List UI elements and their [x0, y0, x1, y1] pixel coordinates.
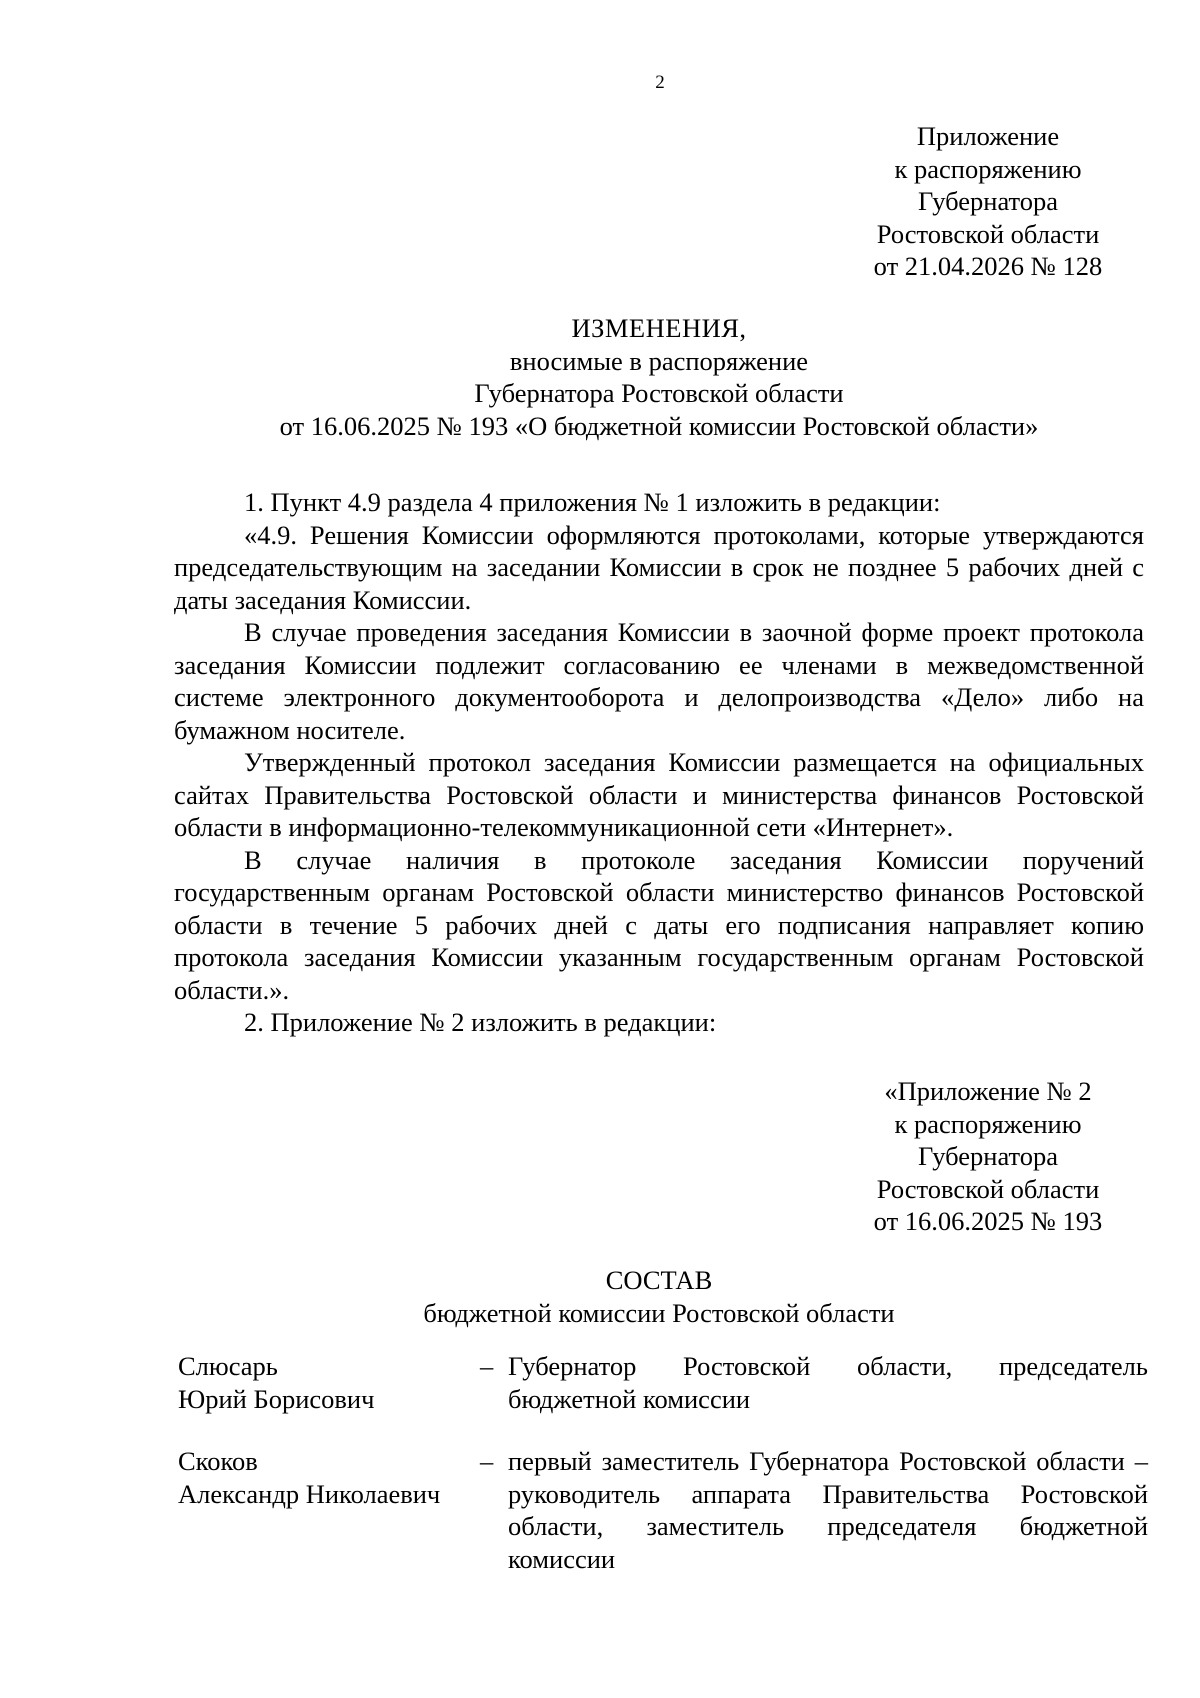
changes-subtitle-line: вносимые в распоряжение — [509, 345, 809, 376]
paragraph: 2. Приложение № 2 изложить в редакции: — [244, 1007, 717, 1037]
appendix2-line: Губернатора — [917, 1141, 1059, 1171]
changes-heading: ИЗМЕНЕНИЯ, — [571, 313, 747, 343]
appendix-line: Приложение — [916, 121, 1060, 151]
member-row — [178, 1445, 1148, 1575]
member-given-names: Юрий Борисович — [178, 1383, 375, 1414]
document-body — [174, 486, 1144, 1039]
member-surname: Слюсарь — [178, 1351, 278, 1381]
composition-title — [174, 1264, 1144, 1329]
paragraph: Утвержденный протокол заседания Комиссии размещается на официальных сайтах Правительства Ростовской области и министерства финансов Ростовской области в информационно-телекоммуникационной сети «Интернет». — [174, 747, 1144, 842]
changes-subtitle-line: от 16.06.2025 № 193 «О бюджетной комиссии Ростовской области» — [279, 410, 1039, 441]
member-role: первый заместитель Губернатора Ростовской области – руководитель аппарата Правительства Ростовской области, заместитель председателя бюджетной комиссии — [508, 1446, 1148, 1574]
appendix2-line: от 16.06.2025 № 193 — [873, 1206, 1103, 1236]
composition-subheading: бюджетной комиссии Ростовской области — [423, 1297, 895, 1328]
appendix2-line: к распоряжению — [894, 1108, 1082, 1139]
appendix-line: к распоряжению — [894, 153, 1082, 184]
member-surname: Скоков — [178, 1446, 258, 1476]
appendix-line: Губернатора — [917, 186, 1059, 216]
member-name — [178, 1445, 480, 1575]
appendix2-line: Ростовской области — [876, 1173, 1100, 1204]
paragraph: В случае наличия в протоколе заседания Комиссии поручений государственным органам Ростовской области министерство финансов Ростовской области в течение 5 рабочих дней с даты его подписания направляет копию протокола заседания Комиссии указанным государственным органам Ростовской области.». — [174, 844, 1144, 1005]
page-number: 2 — [655, 72, 665, 93]
member-given-names: Александр Николаевич — [178, 1478, 441, 1509]
paragraph: В случае проведения заседания Комиссии в заочной форме проект протокола заседания Комиссии подлежит согласованию ее членами в межведомственной системе электронного документооборота и делопроизводства «Дело» либо на бумажном носителе. — [174, 617, 1144, 745]
appendix2-line: «Приложение № 2 — [884, 1076, 1092, 1106]
appendix2-header — [848, 1075, 1128, 1238]
member-role: Губернатор Ростовской области, председатель бюджетной комиссии — [508, 1351, 1148, 1414]
member-row — [178, 1350, 1148, 1415]
member-name — [178, 1350, 480, 1415]
appendix-line: от 21.04.2026 № 128 — [873, 251, 1103, 281]
member-dash: – — [480, 1446, 494, 1476]
member-dash: – — [480, 1351, 494, 1381]
members-list — [178, 1350, 1148, 1605]
composition-heading: СОСТАВ — [605, 1265, 713, 1295]
paragraph: «4.9. Решения Комиссии оформляются протоколами, которые утверждаются председательствующим на заседании Комиссии в срок не позднее 5 рабочих дней с даты заседания Комиссии. — [174, 519, 1144, 615]
paragraph: 1. Пункт 4.9 раздела 4 приложения № 1 изложить в редакции: — [244, 487, 941, 517]
changes-title — [174, 312, 1144, 442]
appendix-header — [848, 120, 1128, 283]
appendix-line: Ростовской области — [876, 218, 1100, 249]
changes-subtitle-line: Губернатора Ростовской области — [474, 378, 844, 408]
